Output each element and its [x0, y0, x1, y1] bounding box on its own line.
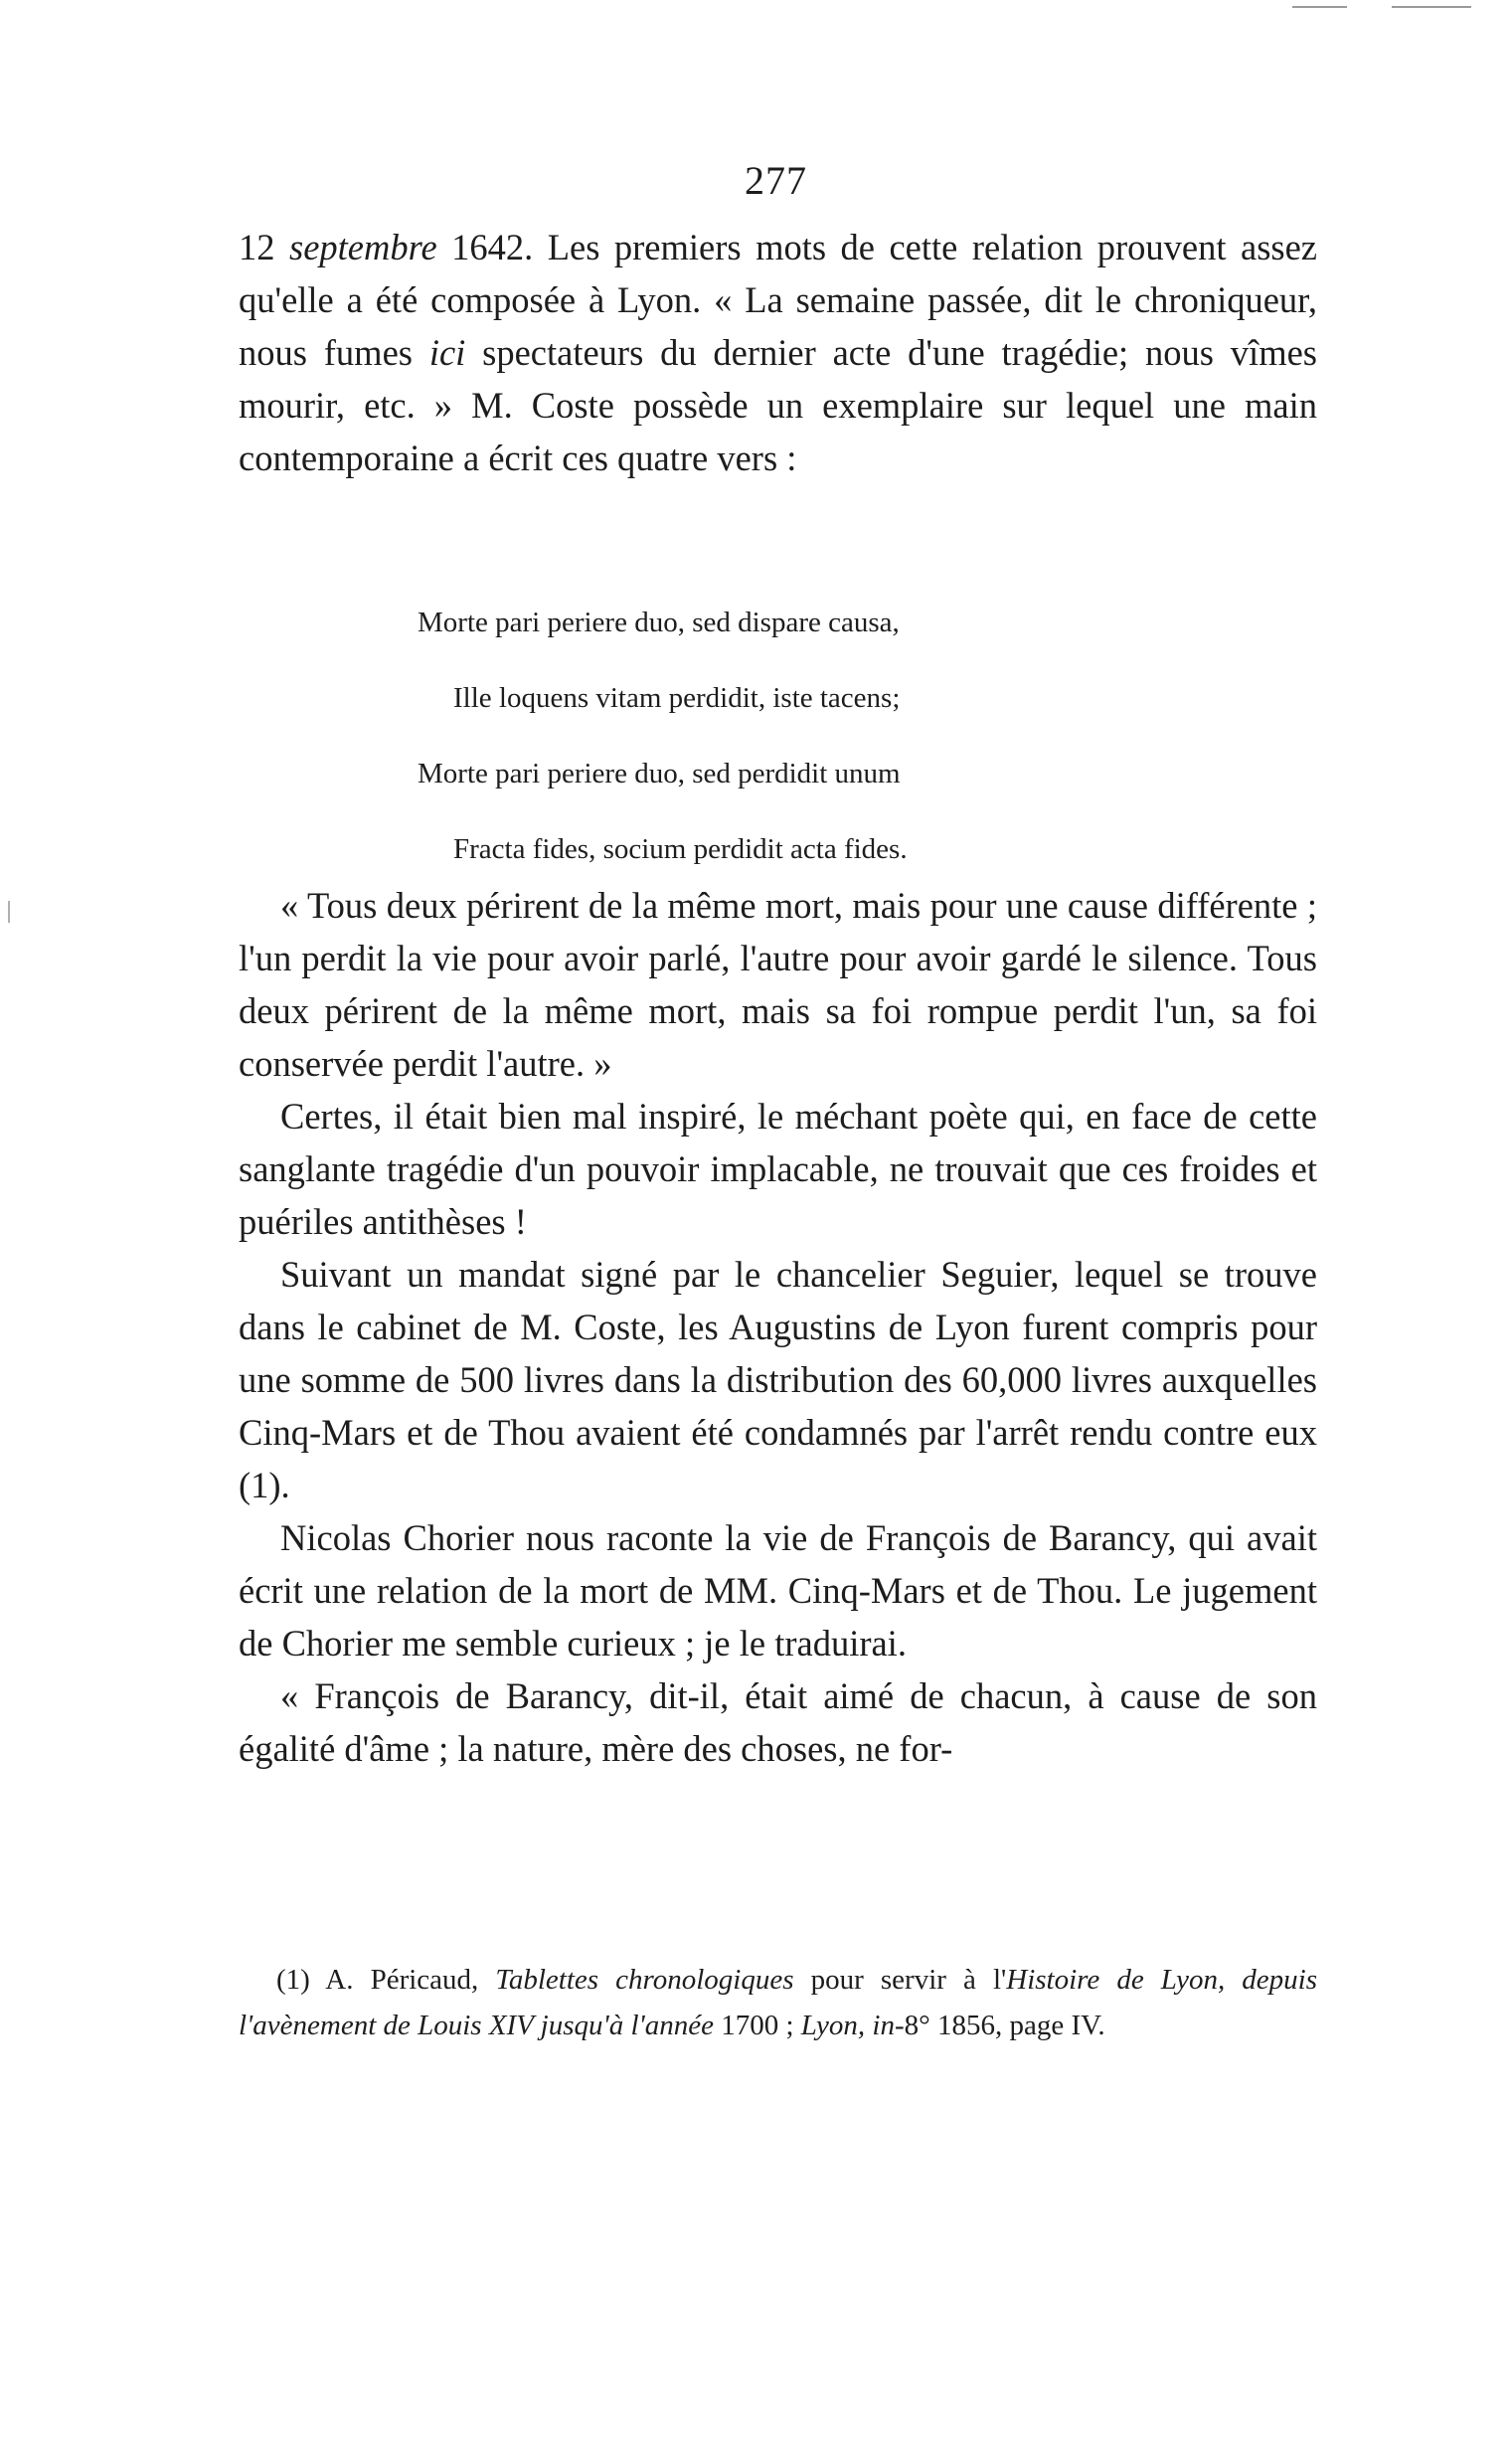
- footnote-title: Tablettes chronologiques: [495, 1964, 794, 1996]
- paragraph-mandat: Suivant un mandat signé par le chancelier Seguier, lequel se trouve dans le cabinet de M. Coste, les Augustins de Lyon furent compris pour une somme de 500 livres dans la distribution des 60,000 livres auxquelles Cinq-Mars et de Thou avaient été condamnés par l'arrêt rendu contre eux (1).: [239, 1254, 1317, 1505]
- latin-verse: [418, 585, 1113, 887]
- footnote-histoire: Histoire de Lyon, depuis l'avènement de Louis XIV jusqu'à l'année: [239, 1964, 1318, 2041]
- paragraph-translation: « Tous deux périrent de la même mort, mais pour une cause différente ; l'un perdit la vie pour avoir parlé, l'autre pour avoir gardé le silence. Tous deux périrent de la même mort, mais sa foi rompue perdit l'un, sa foi conservée perdit l'autre. »: [239, 885, 1317, 1084]
- opening-paragraph: [239, 221, 1317, 484]
- p1-date: septembre: [288, 227, 437, 267]
- verse-line-3: Morte pari periere duo, sed perdidit unum: [418, 758, 901, 789]
- top-rule-right: [1392, 6, 1471, 8]
- main-text: [239, 879, 1317, 1775]
- p1-ici: ici: [428, 332, 466, 373]
- footnote-d: 8° 1856, page IV.: [904, 2010, 1105, 2041]
- margin-mark: [8, 901, 10, 923]
- paragraph-barancy: « François de Barancy, dit-il, était aimé de chacun, à cause de son égalité d'âme ; la nature, mère des choses, ne for-: [239, 1675, 1317, 1769]
- p1-text-a: 12: [239, 227, 289, 267]
- verse-line-4: Fracta fides, socium perdidit acta fides.: [453, 833, 908, 865]
- p1-text-c: spectateurs du dernier acte d'une tragédie; nous vîmes mourir, etc. » M. Coste possède un exemplaire sur lequel une main contemporaine a écrit ces quatre vers :: [239, 332, 1317, 478]
- paragraph-chorier: Nicolas Chorier nous raconte la vie de François de Barancy, qui avait écrit une relation de la mort de MM. Cinq-Mars et de Thou. Le jugement de Chorier me semble curieux ; je le traduirai.: [239, 1517, 1317, 1664]
- footnote-b: pour servir à l': [793, 1964, 1007, 1996]
- verse-line-1: Morte pari periere duo, sed dispare causa,: [418, 607, 900, 638]
- verse-line-2: Ille loquens vitam perdidit, iste tacens;: [453, 682, 901, 714]
- paragraph-certes: Certes, il était bien mal inspiré, le méchant poète qui, en face de cette sanglante tragédie d'un pouvoir implacable, ne trouvait que ces froides et puériles antithèses !: [239, 1096, 1317, 1242]
- footnote-a: (1) A. Péricaud,: [276, 1964, 496, 1996]
- footnote-c: 1700 ;: [713, 2010, 801, 2041]
- page-number: 277: [745, 158, 807, 203]
- top-rule-left: [1292, 6, 1347, 8]
- footnote: [239, 1957, 1317, 2048]
- p1-text-b: 1642. Les premiers mots de cette relation prouvent assez qu'elle a été composée à Lyon. « La semaine passée, dit le chroniqueur, nous fumes: [239, 227, 1318, 373]
- footnote-place: Lyon, in-: [800, 2010, 905, 2041]
